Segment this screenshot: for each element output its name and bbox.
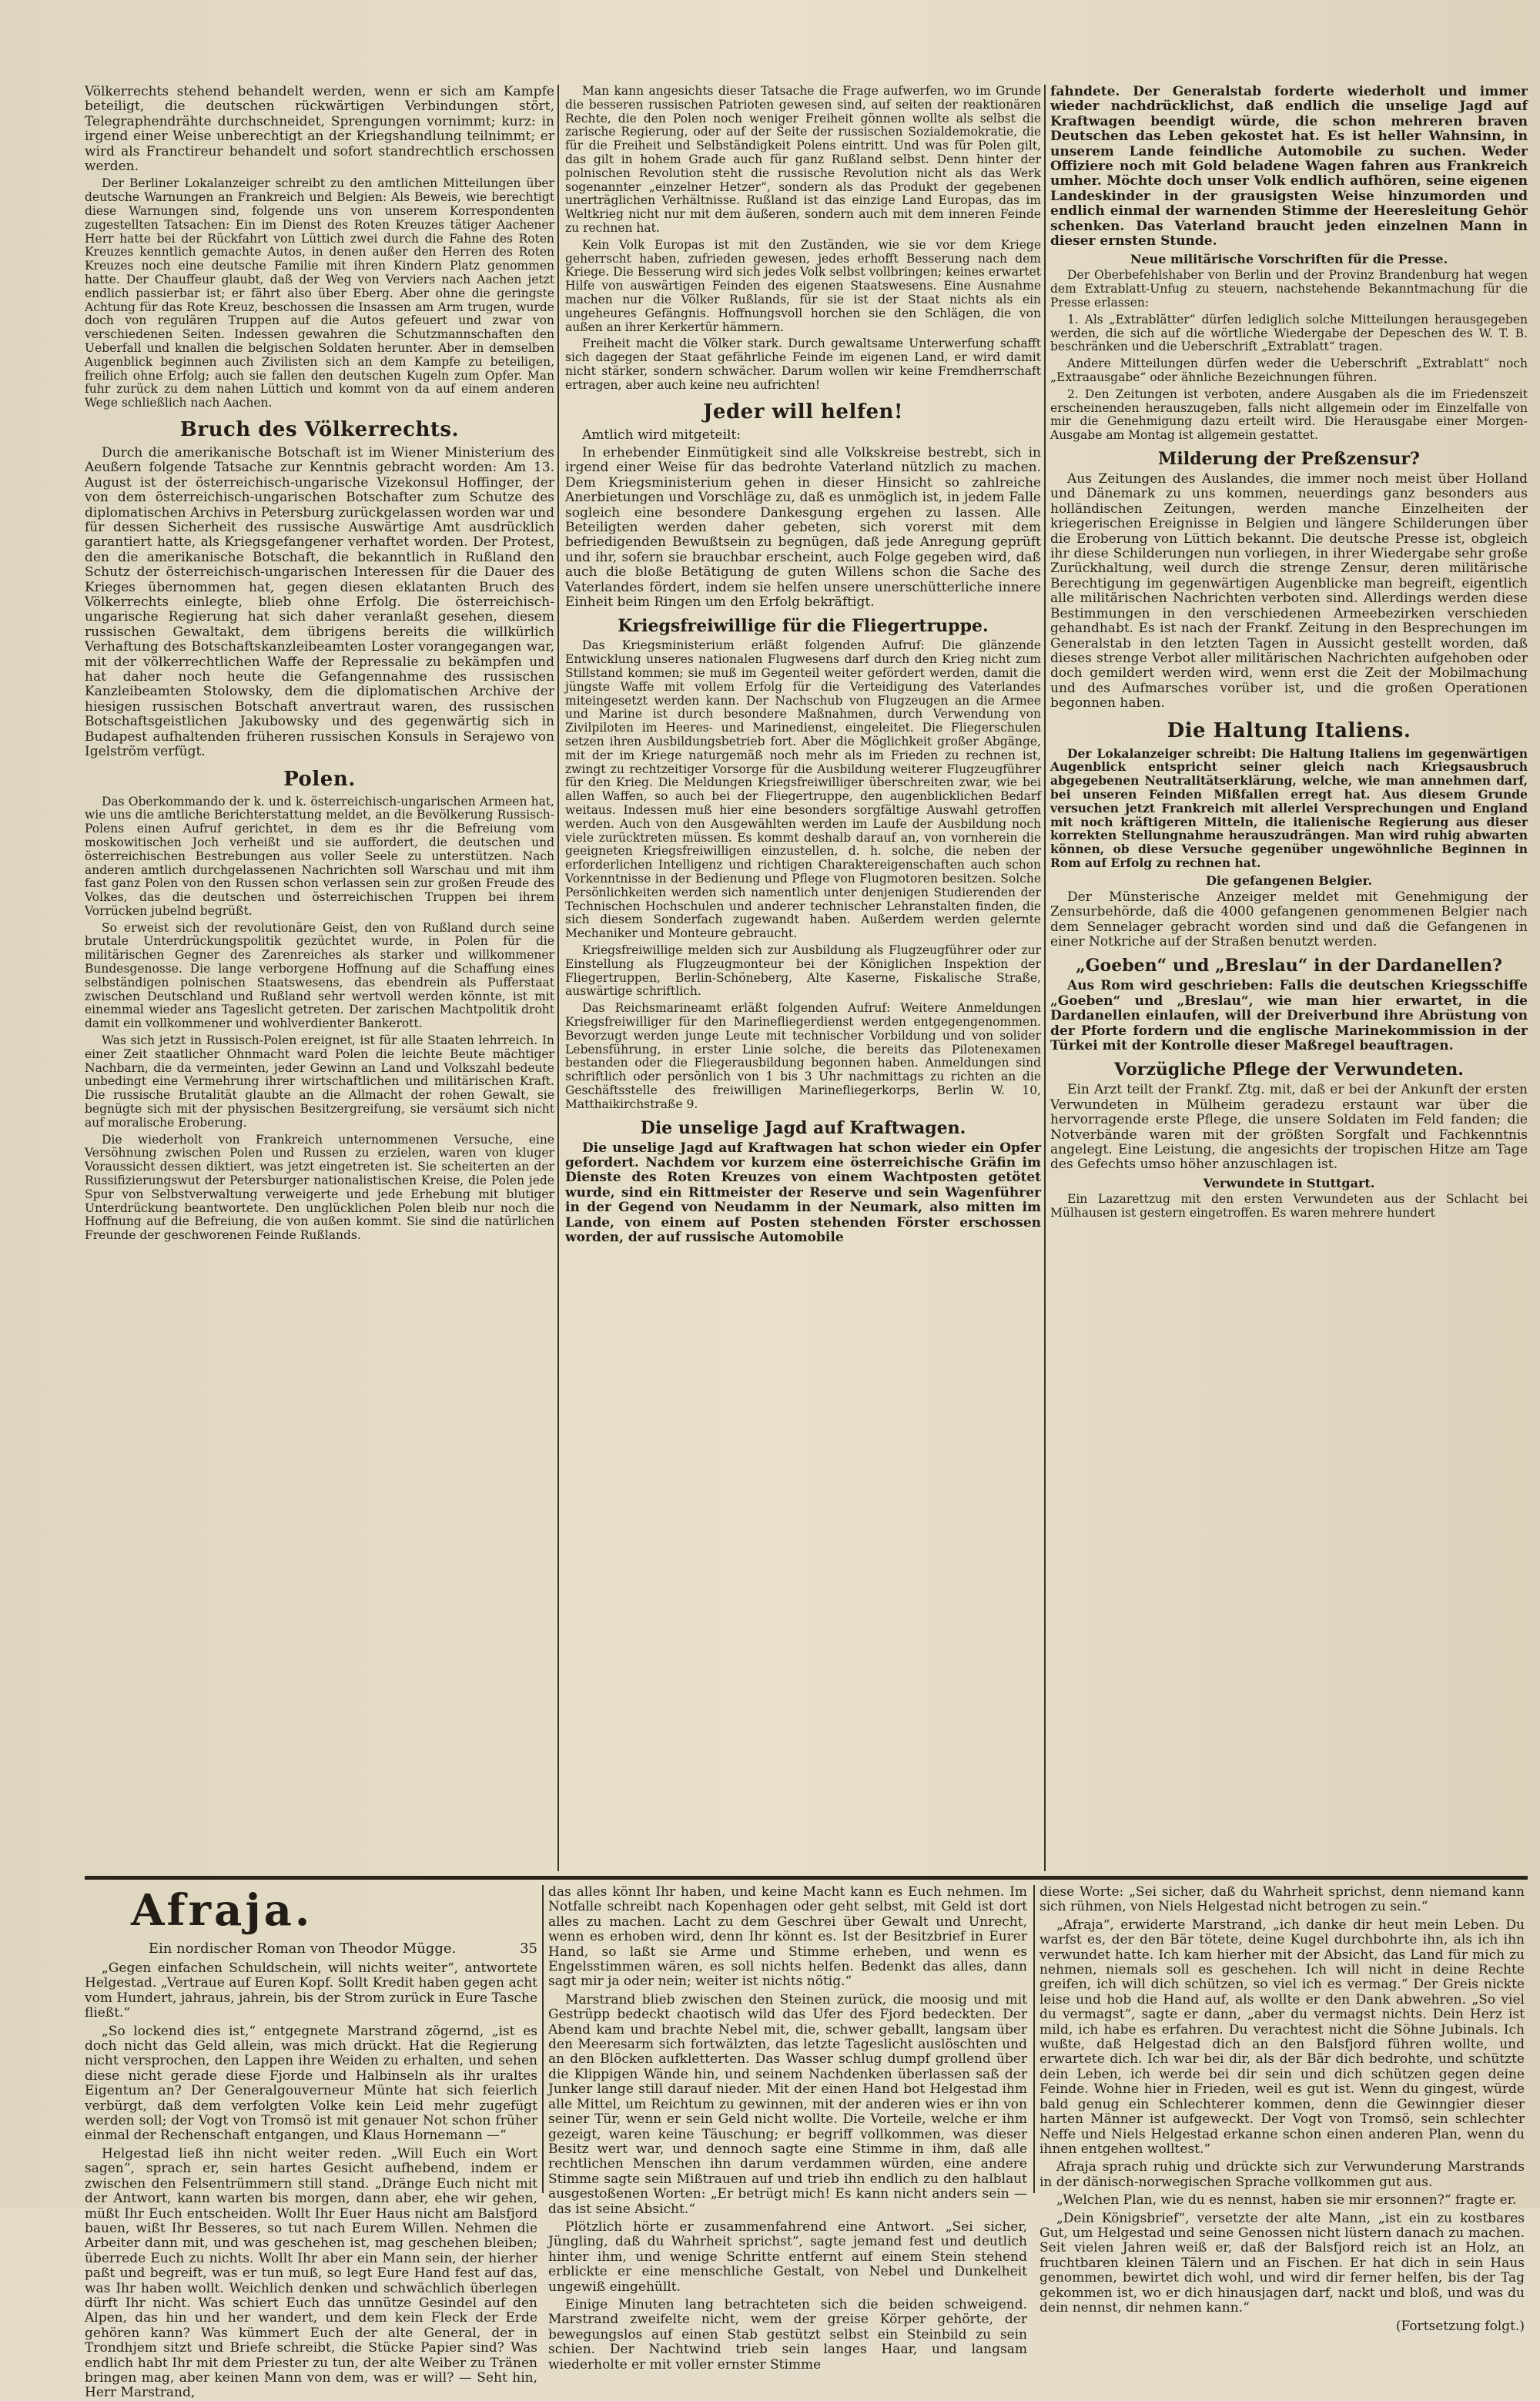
novel-column-2 bbox=[548, 1884, 1027, 2373]
paragraph: Freiheit macht die Völker stark. Durch gewaltsame Unterwerfung schafft sich dagegen der Staat gefährliche Feinde im eigenen Land, er wird damit nicht stärker, sondern schwächer. Darum wollen wir keine Fremdherrschaft ertragen, aber auch keine neu aufrichten! bbox=[565, 337, 1041, 392]
paragraph: „Gegen einfachen Schuldschein, will nichts weiter“, antwortete Helgestad. „Vertraue auf Euren Kopf. Sollt Kredit haben gegen acht vom Hundert, jahraus, jahrein, bis der Strom zurück in Eure Tasche fließt.“ bbox=[85, 1961, 537, 2021]
paragraph: So erweist sich der revolutionäre Geist, den von Rußland durch seine brutale Unterdrückungspolitik gezüchtet wurde, in Polen für die militärischen Gegner des Zarenreiches als starker und willkommener Bundesgenosse. Die lange verborgene Hoffnung auf die Schaffung eines selbständigen polnischen Staatswesens, das ebendrein als Pufferstaat zwischen Deutschland und Rußland sehr wertvoll werden könnte, ist mit einemmal wieder ans Tageslicht getreten. Der zarischen Machtpolitik droht damit ein vollkommener und wohlverdienter Bankerott. bbox=[85, 920, 554, 1031]
column-2 bbox=[565, 85, 1041, 1871]
byline-text: Ein nordischer Roman von Theodor Mügge. bbox=[148, 1941, 457, 1957]
headline-milderung-pressezensur: Milderung der Preßzensur? bbox=[1158, 449, 1420, 470]
paragraph: Plötzlich hörte er zusammenfahrend eine Antwort. „Sei sicher, Jüngling, daß du Wahrheit sprichst“, sagte jemand fest und deutlich hinter ihm, und wenige Schritte entfernt auf einem Stein stehend erblickte er eine menschliche Gestalt, von Nebel und Dunkelheit ungewiß eingehüllt. bbox=[548, 2218, 1027, 2295]
paragraph: Durch die amerikanische Botschaft ist im Wiener Ministerium des Aeußern folgende Tatsache zur Kenntnis gebracht worden: Am 13. August ist der österreichisch-ungarische Vizekonsul Hoffinger, der von dem österreichisch-ungarischen Botschafter zum Schutze des diplomatischen Archivs in Petersburg zurückgelassen worden war und für dessen Sicherheit des russische Auswärtige Amt ausdrücklich garantiert hatte, als Kriegsgefangener verhaftet worden. Der Protest, den die amerikanische Botschaft, die bekanntlich in Rußland den Schutz der österreichisch-ungarischen Interessen für die Dauer des Krieges übernommen hat, gegen diesen eklatanten Bruch des Völkerrechts einlegte, blieb ohne Erfolg. Die österreichisch-ungarische Regierung hat sich daher veranlaßt gesehen, diesem russischen Gewaltakt, dem übrigens bereits die willkürlich Verhaftung des Botschaftskanzleibeamten Loster vorangegangen war, mit der völkerrechtlichen Waffe der Repressalie zu bekämpfen und hat daher noch heute die Gefangennahme des russischen Kanzleibeamten Stolowsky, dem die diplomatischen Archive der hiesigen russischen Botschaft anvertraut waren, des russischen Botschaftsgeistlichen Jakubowsky und des gegenwärtig sich in Budapest aufhaltenden früheren russischen Konsuls in Serajewo von Igelström verfügt. bbox=[85, 444, 554, 760]
paragraph: „Dein Königsbrief“, versetzte der alte Mann, „ist ein zu kostbares Gut, um Helgestad und seine Genossen nicht lüstern danach zu machen. Seit vielen Jahren weiß er, daß der Balsfjord reich ist an Holz, an fruchtbaren kleinen Tälern und an Fischen. Er hat dich in sein Haus genommen, bewirtet dich wohl, und wird dir ferner helfen, bis der Tag gekommen ist, wo er dich hinausjagen darf, nackt und bloß, und was du dein nennst, dir nehmen kann.“ bbox=[1040, 2210, 1525, 2316]
novel-title: Afraja. bbox=[131, 1885, 313, 1936]
paragraph: Das Kriegsministerium erläßt folgenden Aufruf: Die glänzende Entwicklung unseres nationalen Flugwesens darf durch den Krieg nicht zum Stillstand kommen; sie muß im Gegenteil weiter gefördert werden, damit die jüngste Waffe mit vollem Erfolg für die Verteidigung des Vaterlandes miteingesetzt werden kann. Der Nachschub von Flugzeugen an die Armee und Marine ist durch besondere Maßnahmen, durch Verwendung von Zivilpiloten im Heeres- und Marinedienst, eingeleitet. Die Fliegerschulen setzen ihren Ausbildungsbetrieb fort. Aber die Möglichkeit großer Abgänge, mit der im Kriege naturgemäß noch mehr als im Frieden zu rechnen ist, zwingt zu rechtzeitiger Vorsorge für die Ausbildung weiterer Flugzeugführer für den Krieg. Die Meldungen Kriegsfreiwilliger überschreiten zwar, wie bei allen Waffen, so auch bei der Fliegertruppe, den augenblicklichen Bedarf weitaus. Indessen muß hier eine besonders sorgfältige Auswahl getroffen werden. Auch von den Ausgewählten werden im Laufe der Ausbildung noch viele zurücktreten müssen. Es kommt deshalb darauf an, von vornherein die geeigneten Kriegsfreiwilligen einzustellen, d. h. solche, die neben der erforderlichen Intelligenz und richtigen Charaktereigenschaften auch schon Vorkenntnisse in der Bedienung und Pflege von Flugmotoren besitzen. Solche Persönlichkeiten werden sich namentlich unter denjenigen Studierenden der Technischen Hochschulen und anderer technischer Lehranstalten finden, die sich diesem Sonderfach zugewandt haben. Außerdem werden gelernte Mechaniker und Monteure gebraucht. bbox=[565, 638, 1041, 941]
headline-goeben-breslau: „Goeben“ und „Breslau“ in der Dardanellen? bbox=[1076, 956, 1502, 976]
paragraph: Helgestad ließ ihn nicht weiter reden. „Will Euch ein Wort sagen“, sprach er, sein hartes Gesicht aufhebend, indem er zwischen den Felsentrümmern still stand. „Dränge Euch nicht mit der Antwort, kann warten bis morgen, dann aber, ehe wir gehen, müßt Ihr Euch entscheiden. Wollt Ihr Euer Haus nicht am Balsfjord bauen, wißt Ihr Besseres, so tut nach Eurem Willen. Nehmen die Arbeiter dann mit, und was geschehen ist, mag geschehen bleiben; überrede Euch zu nichts. Wollt Ihr aber ein Mann sein, der hierher paßt und begreift, was er tun muß, so legt Eure Hand fest auf das, was Ihr haben wollt. Weichlich denken und schwächlich überlegen dürft Ihr nicht. Was schiert Euch das unnütze Gesindel auf den Alpen, das hin und her wandert, und dem kein Fleck der Erde gehören kann? Was kümmert Euch der alte General, der in Trondhjem sitzt und Briefe schreibt, die Stücke Papier sind? Was endlich habt Ihr mit dem Priester zu tun, der alte Weiber zu Tränen bringen mag, aber keinen Mann von dem, was er will? — Seht hin, Herr Marstrand, bbox=[85, 2145, 537, 2401]
headline-polen: Polen. bbox=[283, 767, 356, 791]
paragraph: Afraja sprach ruhig und drückte sich zur Verwunderung Marstrands in der dänisch-norwegischen Sprache vollkommen gut aus. bbox=[1040, 2159, 1525, 2190]
paragraph: Der Oberbefehlshaber von Berlin und der Provinz Brandenburg hat wegen dem Extrablatt-Unfug zu steuern, nachstehende Bekanntmachung für die Presse erlassen: bbox=[1050, 268, 1528, 310]
paragraph: Die unselige Jagd auf Kraftwagen hat schon wieder ein Opfer gefordert. Nachdem vor kurzem eine österreichische Gräfin im Dienste des Roten Kreuzes von einem Wachtposten getötet wurde, sind ein Rittmeister der Reserve und sein Wagenführer in der Gegend von Neudamm in der Neumark, also mitten im Lande, von einem auf Posten stehenden Förster erschossen worden, der auf russische Automobile bbox=[565, 1140, 1041, 1245]
paragraph: fahndete. Der Generalstab forderte wiederholt und immer wieder nachdrücklichst, daß endlich die unselige Jagd auf Kraftwagen beendigt würde, die schon mehreren braven Deutschen das Leben gekostet hat. Es ist heller Wahnsinn, in unserem Lande feindliche Automobile zu suchen. Weder Offiziere noch mit Gold beladene Wagen fahren aus Frankreich umher. Möchte doch unser Volk endlich aufhören, seine eigenen Landeskinder in der grausigsten Weise hinzumorden und endlich einmal der warnenden Stimme der Heeresleitung Gehör schenken. Das Vaterland braucht jeden einzelnen Mann in dieser ernsten Stunde. bbox=[1050, 84, 1528, 249]
paragraph: 2. Den Zeitungen ist verboten, andere Ausgaben als die im Friedenszeit erscheinenden herauszugeben, falls nicht allgemein oder im Einzelfalle von mir die Genehmigung dazu erteilt wird. Die Herausgabe einer Morgen-Ausgabe am Montag ist allgemein gestattet. bbox=[1050, 387, 1528, 443]
paragraph: Der Münsterische Anzeiger meldet mit Genehmigung der Zensurbehörde, daß die 4000 gefangenen genommenen Belgier nach dem Sennelager gebracht worden sind und daß die Gefangenen in einer Notkriche auf der Straßen benutzt werden. bbox=[1050, 889, 1528, 949]
column-3 bbox=[1050, 85, 1528, 1871]
column-divider bbox=[1044, 85, 1046, 1871]
headline-bruch-des-voelkerrechts: Bruch des Völkerrechts. bbox=[179, 417, 460, 441]
paragraph: Einige Minuten lang betrachteten sich die beiden schweigend. Marstrand zweifelte nicht, wem der greise Körper gehörte, der bewegungslos auf einen Stab gestützt selbst ein Steinbild zu sein schien. Der Nachtwind trieb sein langes Haar, und langsam wiederholte er mit voller ernster Stimme bbox=[548, 2296, 1027, 2373]
subhead-gefangene-belgier: Die gefangenen Belgier. bbox=[1205, 872, 1373, 888]
paragraph: Marstrand blieb zwischen den Steinen zurück, die moosig und mit Gestrüpp bedeckt chaotisch wild das Ufer des Fjord bedeckten. Der Abend kam und brachte Nebel mit, die, schwer geballt, langsam über den Meeresarm sich fortwälzten, das letzte Tageslicht auslöschten und an den Blöcken aufkletterten. Das Wasser schlug dumpf grollend über die Klippigen Wände hin, und seinem Nachdenken überlassen saß der Junker lange still darauf nieder. Mit der einen Hand bot Helgestad ihm alle Mittel, um Reichtum zu gewinnen, mit der anderen wies er ihn von seiner Tür, wenn er sein Geld nicht wollte. Die Vorteile, welche er ihm gezeigt, waren keine Täuschung; er begriff vollkommen, was dieser Besitz wert war, und dennoch sagte eine Stimme in ihm, daß alle rechtlichen Menschen ihn darum verdammen würden, eine andere Stimme sagte sein Mißtrauen auf und trieb ihn endlich zu den halblaut ausgestoßenen Worten: „Er betrügt mich! Es kann nicht anders sein — das ist seine Absicht.“ bbox=[548, 1991, 1027, 2217]
subhead-amtlich: Amtlich wird mitgeteilt: bbox=[582, 427, 742, 443]
continuation-note: (Fortsetzung folgt.) bbox=[1395, 2319, 1525, 2335]
paragraph: Der Lokalanzeiger schreibt: Die Haltung Italiens im gegenwärtigen Augenblick entspricht seiner gleich nach Kriegsausbruch abgegebenen Neutralitätserklärung, welche, wie man annehmen darf, bei unseren Feinden Mißfallen erregt hat. Aus diesem Grunde versuchen jetzt Frankreich mit allerlei Versprechungen und England mit noch kräftigeren Mitteln, die italienische Regierung aus dieser korrekten Stellungnahme herauszudrängen. Man wird ruhig abwarten können, ob diese Versuche gegenüber ungewöhnliche Beginnen in Rom auf Erfolg zu rechnen hat. bbox=[1050, 745, 1528, 870]
paragraph: Kein Volk Europas ist mit den Zuständen, wie sie vor dem Kriege geherrscht haben, zufrieden gewesen, jedes erhofft Besserung nach dem Kriege. Die Besserung wird sich jedes Volk selbst vollbringen; keines erwartet Hilfe von auswärtigen Feinden des eigenen Staatswesens. Eine Ausnahme machen nur die Völker Rußlands, für sie ist der Staat nichts als ein ungeheures Gefängnis. Hoffnungsvoll horchen sie den Schlägen, die von außen an ihrer Kerkertür hämmern. bbox=[565, 237, 1041, 334]
paragraph: Aus Zeitungen des Auslandes, die immer noch meist über Holland und Dänemark zu uns kommen, neuerdings ganz besonders aus holländischen Zeitungen, werden manche Einzelheiten der kriegerischen Ereignisse in Belgien und längere Schilderungen über die Eroberung von Lüttich bekannt. Die deutsche Presse ist, obgleich ihr diese Schilderungen nun vorliegen, in ihrer Wiedergabe sehr große Zurückhaltung, weil durch die strenge Zensur, deren militärische Berechtigung im gegenwärtigen Augenblicke man begreift, eigentlich alle militärischen Nachrichten verboten sind. Allerdings werden diese Bestimmungen in den verschiedenen Armeebezirken verschieden gehandhabt. Es ist nach der Frankf. Zeitung in den Besprechungen im Generalstab in den letzten Tagen in Aussicht gestellt worden, daß dieses strenge Verbot aller militärischen Nachrichten aufgehoben oder doch gemildert werden wird, wenn erst die Zeit der Mobilmachung und des Aufmarsches vorüber ist, und die großen Operationen begonnen haben. bbox=[1050, 471, 1528, 712]
column-1 bbox=[85, 85, 554, 1871]
column-divider bbox=[1033, 1885, 1035, 2193]
paragraph: „So lockend dies ist,“ entgegnete Marstrand zögernd, „ist es doch nicht das Geld allein, was mich drückt. Hat die Regierung nicht versprochen, den Lappen ihre Weiden zu erhalten, und sehen diese nicht gerade diese Fjorde und Halbinseln als ihr uraltes Eigentum an? Der Generalgouverneur Münte hat sich feierlich verbürgt, daß dem verfolgten Volke kein Leid mehr zugefügt werden soll; der Vogt von Tromsö ist mit genauer Not schon früher einmal der Rechenschaft entgangen, und Klaus Hornemann —“ bbox=[85, 2023, 537, 2144]
paragraph: Man kann angesichts dieser Tatsache die Frage aufwerfen, wo im Grunde die besseren russischen Patrioten gewesen sind, auf seiten der reaktionären Rechte, die den Polen noch weniger Freiheit gönnen wollte als selbst die zarische Regierung, oder auf der Seite der russischen Sozialdemokratie, die für die Freiheit und Selbständigkeit Polens eintritt. Und was für Polen gilt, das gilt in hohem Grade auch für ganz Rußland selbst. Denn hinter der polnischen Revolution steht die russische Revolution nicht als das Werk sogenannter „einzelner Hetzer“, sondern als das Produkt der gegebenen unerträglichen Verhältnisse. Rußland ist das einzige Land Europas, das im Weltkrieg nicht nur mit dem äußeren, sondern auch mit dem inneren Feinde zu rechnen hat. bbox=[565, 84, 1041, 235]
paragraph: Der Berliner Lokalanzeiger schreibt zu den amtlichen Mitteilungen über deutsche Warnungen an Frankreich und Belgien: Als Beweis, wie berechtigt diese Warnungen sind, folgende uns von unserem Korrespondenten zugestellten Tatsachen: Ein im Dienst des Roten Kreuzes tätiger Aachener Herr hatte bei der Rückfahrt von Lüttich zwei durch die Fahne des Roten Kreuzes kenntlich gemachte Autos, in denen außer den Herren des Roten Kreuzes noch eine deutsche Familie mit ihren Kindern Platz genommen hatte. Der Chauffeur glaubt, daß der Weg von Verviers nach Aachen jetzt endlich passierbar ist; er fährt also über Eberg. Aber ohne die geringste Achtung für das Rote Kreuz, beschossen die Insassen am Arm trugen, wurde doch von regulären Truppen auf die Autos gefeuert und zwar von verschiedenen Seiten. Indessen gewahren die Schutzmannschaften den Ueberfall und knallen die belgischen Soldaten herunter. Aber in demselben Augenblick beginnen auch Zivilisten sich an dem Kampfe zu beteiligen, freilich ohne Erfolg; auch sie fallen den deutschen Kugeln zum Opfer. Man fuhr zurück zu dem nahen Lüttich und kommt von da auf einem anderen Wege schließlich nach Aachen. bbox=[85, 176, 554, 410]
paragraph: Kriegsfreiwillige melden sich zur Ausbildung als Flugzeugführer oder zur Einstellung als Flugzeugmonteur bei der Königlichen Inspektion der Fliegertruppen, Berlin-Schöneberg, Alte Kaserne, Fiskalische Straße, auswärtige schriftlich. bbox=[565, 943, 1041, 999]
paragraph: „Afraja“, erwiderte Marstrand, „ich danke dir heut mein Leben. Du warfst es, der den Bär tötete, deine Kugel durchbohrte ihn, als ich ihn verwundet hatte. Ich kam hierher mit der Absicht, das Land für mich zu nehmen, niemals soll es geschehen. Ich will nicht in deine Rechte greifen, ich will dich schützen, so viel ich es vermag.“ Der Greis nickte leise und hob die Hand auf, als wollte er den Dank abwehren. „So viel du vermagst“, sagte er dann, „aber du vermagst nichts. Dein Herz ist mild, ich habe es erfahren. Du verachtest nicht die Söhne Jubinals. Ich wußte, daß Helgestad dich an den Balsfjord führen wollte, und erwartete dich. Ich war bei dir, als der Bär dich bedrohte, und schützte dein Leben, ich werde bei dir sein und dich schützen gegen deine Feinde. Wohne hier in Frieden, weil es gut ist. Wenn du gingest, würde bald genug ein Schlechterer kommen, denn die Gewinngier dieser harten Männer ist aufgeweckt. Der Vogt von Tromsö, sein schlechter Neffe und Niels Helgestad erkanne schon einen anderen Plan, wenn du ihnen entgehen wolltest.“ bbox=[1040, 1917, 1525, 2157]
paragraph: Ein Arzt teilt der Frankf. Ztg. mit, daß er bei der Ankunft der ersten Verwundeten in Mülheim geradezu erstaunt war über die hervorragende erste Pflege, die unsere Soldaten im Feld fanden; die Notverbände waren mit der größten Sorgfalt und Fachkenntnis angelegt. Eine Leistung, die angesichts der tropischen Hitze am Tage des Gefechts umso höher anzuschlagen ist. bbox=[1050, 1082, 1528, 1173]
paragraph: „Welchen Plan, wie du es nennst, haben sie mir ersonnen?“ fragte er. bbox=[1056, 2192, 1517, 2208]
paragraph: Völkerrechts stehend behandelt werden, wenn er sich am Kampfe beteiligt, die deutschen rückwärtigen Verbindungen stört, Telegraphendrähte durchschneidet, Sprengungen vornimmt; kurz: in irgend einer Weise unberechtigt an der Kriegshandlung teilnimmt; er wird als Franctireur behandelt und sofort standrechtlich erschossen werden. bbox=[85, 84, 554, 175]
paragraph: das alles könnt Ihr haben, und keine Macht kann es Euch nehmen. Im Notfalle schreibt nach Kopenhagen oder geht selbst, mit Geld ist dort alles zu machen. Lacht zu dem Geschrei über Gewalt und Unrecht, wenn es erhoben wird, denn Ihr könnt es. Ist der Besitzbrief in Eurer Hand, so laßt sie Arme und Stimme erheben, und wenn es Engelsstimmen wären, es soll nichts helfen. Bedenkt das alles, dann sagt mir ja oder nein; weiter ist nichts nötig.“ bbox=[548, 1884, 1027, 1990]
paragraph: In erhebender Einmütigkeit sind alle Volkskreise bestrebt, sich in irgend einer Weise für das bedrohte Vaterland nützlich zu machen. Dem Kriegsministerium gehen in dieser Hinsicht so zahlreiche Anerbietungen und Vorschläge zu, daß es unmöglich ist, in jedem Falle sogleich eine besondere Dankesgung ergehen zu lassen. Alle Beteiligten werden daher gebeten, sich vorerst mit dem befriedigenden Bewußtsein zu begnügen, daß jede Anregung geprüft und ihr, sofern sie brauchbar erscheint, auch Folge gegeben wird, daß auch die bloße Betätigung de guten Willens schon die Sache des Vaterlandes fördert, indem sie helfen unsere unerschütterliche innere Einheit beim Ringen um den Erfolg bekräftigt. bbox=[565, 444, 1041, 610]
paragraph: Die wiederholt von Frankreich unternommenen Versuche, eine Versöhnung zwischen Polen und Russen zu erzielen, waren von kluger Voraussicht dessen diktiert, was jetzt eingetreten ist. Sie scheiterten an der Russifizierungswut der Petersburger nationalistischen Kreise, die Polen jede Spur von Selbstverwaltung verweigerte und jede Erhebung mit blutiger Unterdrückung beantwortete. Den unglücklichen Polen bleib nur noch die Hoffnung auf die Befreiung, die von außen kommt. Sie sind die natürlichen Freunde der geschworenen Feinde Rußlands. bbox=[85, 1132, 554, 1243]
headline-kriegsfreiwillige: Kriegsfreiwillige für die Fliegertruppe. bbox=[618, 616, 989, 637]
paragraph: 1. Als „Extrablätter“ dürfen lediglich solche Mitteilungen herausgegeben werden, die sich auf die wörtliche Wiedergabe der Depeschen des W. T. B. beschränken und die Ueberschrift „Extrablatt“ tragen. bbox=[1050, 312, 1528, 354]
subhead-verwundete-stuttgart: Verwundete in Stuttgart. bbox=[1203, 1175, 1375, 1190]
novel-column-1 bbox=[85, 1885, 537, 2401]
novel-column-3 bbox=[1040, 1884, 1525, 2335]
column-divider bbox=[557, 85, 559, 1871]
column-divider bbox=[542, 1885, 544, 2193]
headline-pflege-verwundeten: Vorzügliche Pflege der Verwundeten. bbox=[1114, 1060, 1464, 1080]
paragraph: Das Reichsmarineamt erläßt folgenden Aufruf: Weitere Anmeldungen Kriegsfreiwilliger für den Marinefliegerdienst werden entgegengenommen. Bevorzugt werden junge Leute mit technischer Vorbildung und von solider Lebensführung, in erster Linie solche, die bereits das Pilotenexamen bestanden oder die Fliegerausbildung begonnen haben. Anmeldungen sind schriftlich oder persönlich von 1 bis 3 Uhr nachmittags zu richten an die Geschäftsstelle des freiwilligen Marinefliegerkorps, Berlin W. 10, Matthaikirchstraße 9. bbox=[565, 1001, 1041, 1111]
feuilleton-divider bbox=[85, 1876, 1528, 1880]
paragraph: Was sich jetzt in Russisch-Polen ereignet, ist für alle Staaten lehrreich. In einer Zeit staatlicher Ohnmacht ward Polen die leichte Beute mächtiger Nachbarn, die da vermeinten, jeder Gewinn an Land und Volkszahl bedeute unbedingt eine Vermehrung ihrer wirtschaftlichen und militärischen Kraft. Die russische Brutalität glaubte an die Allmacht der rohen Gewalt, sie begnügte sich mit der physischen Besitzergreifung, sie versäumt sich nicht auf moralische Eroberung. bbox=[85, 1033, 554, 1130]
paragraph: diese Worte: „Sei sicher, daß du Wahrheit sprichst, denn niemand kann sich rühmen, von Niels Helgestad nicht betrogen zu sein.“ bbox=[1040, 1884, 1525, 1915]
novel-byline bbox=[85, 1941, 537, 1957]
headline-haltung-italiens: Die Haltung Italiens. bbox=[1167, 718, 1411, 742]
headline-unselige-jagd: Die unselige Jagd auf Kraftwagen. bbox=[640, 1117, 966, 1138]
headline-neue-vorschriften: Neue militärische Vorschriften für die Presse. bbox=[1130, 252, 1448, 267]
paragraph: Das Oberkommando der k. und k. österreichisch-ungarischen Armeen hat, wie uns die amtliche Berichterstattung meldet, an die Bevölkerung Russisch-Polens einen Aufruf gerichtet, in dem es ihr die Befreiung vom moskowitischen Joch verheißt und sie auffordert, die deutschen und österreichischen Bestrebungen aus voller Seele zu unterstützen. Nach anderen amtlich durchgelassenen Nachrichten soll Warschau und mit ihm fast ganz Polen von den Russen schon verlassen sein zur großen Freude des Volkes, das die deutschen und österreichischen Truppen bei ihrem Vorrücken jubelnd begrüßt. bbox=[85, 794, 554, 918]
paragraph: Aus Rom wird geschrieben: Falls die deutschen Kriegsschiffe „Goeben“ und „Breslau“, wie man hier erwartet, in die Dardanellen einlaufen, will der Dreiverbund ihre Abrüstung von der Pforte fordern und die englische Marinekommission in der Türkei mit der Kontrolle dieser Maßregel beauftragen. bbox=[1050, 978, 1528, 1053]
installment-number: 35 bbox=[520, 1941, 537, 1957]
paragraph: Ein Lazarettzug mit den ersten Verwundeten aus der Schlacht bei Mülhausen ist gestern eingetroffen. Es waren mehrere hundert bbox=[1050, 1191, 1528, 1220]
paragraph: Andere Mitteilungen dürfen weder die Ueberschrift „Extrablatt“ noch „Extraausgabe“ oder ähnliche Bezeichnungen führen. bbox=[1050, 357, 1528, 385]
headline-jeder-will-helfen: Jeder will helfen! bbox=[703, 400, 903, 424]
